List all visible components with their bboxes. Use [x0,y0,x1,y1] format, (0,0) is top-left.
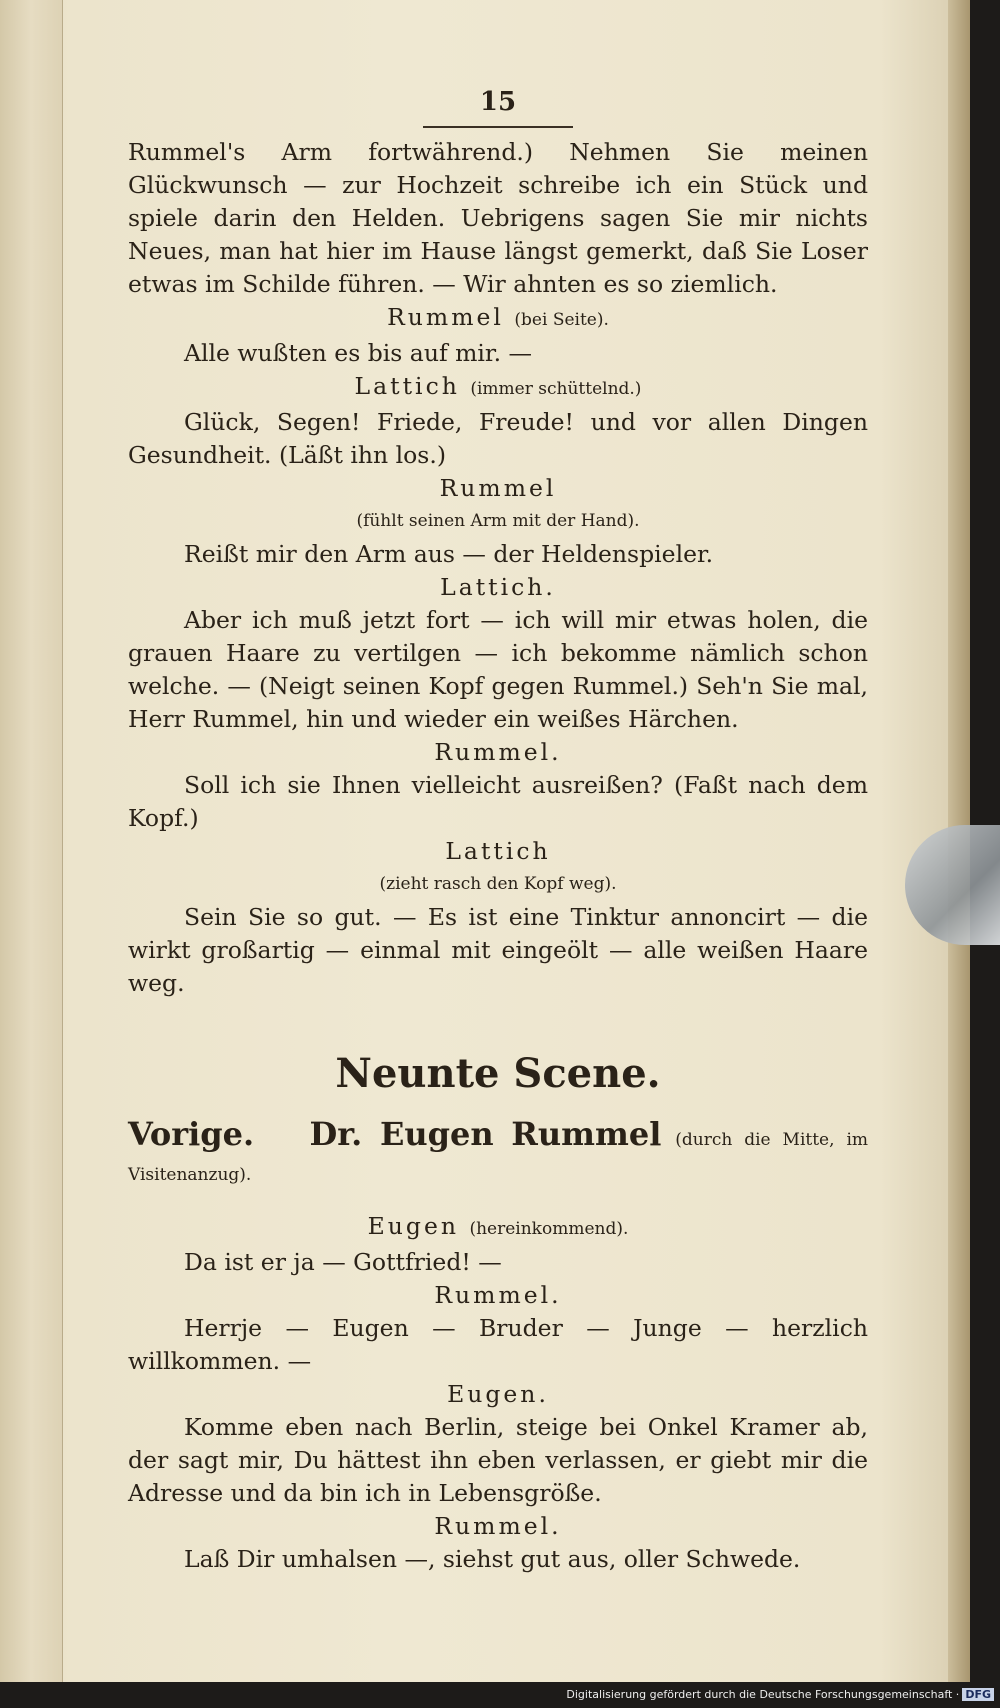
speaker-line [128,1279,868,1312]
speaker-line [128,301,868,337]
dialogue-paragraph: Aber ich muß jetzt fort — ich will mir etwas holen, die grauen Haare zu vertilgen — ich bekomme nämlich schon welche. — (Neigt seinen Kopf gegen Rummel.) Seh'n Sie mal, Herr Rummel, hin und wieder ein weißes Härchen. [128,606,868,733]
speaker-line [128,571,868,604]
stage-direction: (zieht rasch den Kopf weg). [379,874,617,894]
speaker-line [128,1210,868,1246]
speaker-name: Rummel. [434,738,562,766]
speaker-line [128,835,868,868]
dialogue-paragraph: Soll ich sie Ihnen vielleicht ausreißen? (Faßt nach dem Kopf.) [128,771,868,832]
dialogue-paragraph: Komme eben nach Berlin, steige bei Onkel Kramer ab, der sagt mir, Du hättest ihn eben verlassen, er giebt mir die Adresse und da bin ich in Lebensgröße. [128,1413,868,1507]
dialogue-paragraph: Rummel's Arm fortwährend.) Nehmen Sie meinen Glückwunsch — zur Hochzeit schreibe ich ein Stück und spiele darin den Helden. Uebrigens sagen Sie mir nichts Neues, man hat hier im Hause längst gemerkt, daß Sie Loser etwas im Schilde führen. — Wir ahnten es so ziemlich. [128,138,868,298]
dfg-badge: DFG [962,1688,994,1701]
cast-name: Dr. Eugen Rummel [309,1115,662,1153]
digitization-footer [0,1682,1000,1708]
speaker-line [128,736,868,769]
speaker-name: Lattich. [440,573,556,601]
cast-direction: (durch die Mitte, im Visitenanzug). [128,1130,868,1185]
dialogue-paragraph: Glück, Segen! Friede, Freude! und vor allen Dingen Gesundheit. (Läßt ihn los.) [128,408,868,469]
speaker-name: Lattich [354,372,460,400]
speaker-name: Rummel. [434,1512,562,1540]
speaker-name: Eugen. [447,1380,549,1408]
page-number: 15 [479,87,517,117]
speaker-line [128,1510,868,1543]
dialogue-paragraph: Sein Sie so gut. — Es ist eine Tinktur annoncirt — die wirkt großartig — einmal mit eingeölt — alle weißen Haare weg. [128,903,868,997]
speaker-name: Rummel [439,474,557,502]
scene-title: Neunte Scene. [335,1050,661,1097]
book-gutter [0,0,63,1682]
speaker-line [128,370,868,406]
speaker-name: Lattich [445,837,551,865]
page-text [128,82,868,1576]
dialogue-paragraph: Herrje — Eugen — Bruder — Junge — herzlich willkommen. — [128,1314,868,1375]
cast-line [128,1115,868,1192]
dialogue-paragraph: Reißt mir den Arm aus — der Heldenspieler. [184,540,714,568]
stage-direction: (fühlt seinen Arm mit der Hand). [356,511,640,531]
cast-lead: Vorige. [128,1115,255,1153]
speaker-line [128,1378,868,1411]
page-number-rule [423,126,573,128]
dialogue-block-2 [128,1210,868,1576]
footer-text: Digitalisierung gefördert durch die Deutsche Forschungsgemeinschaft · [566,1688,960,1701]
stage-direction: (hereinkommend). [469,1219,629,1239]
dialogue-paragraph: Da ist er ja — Gottfried! — [184,1248,502,1276]
speaker-name: Rummel. [434,1281,562,1309]
speaker-name: Eugen [367,1212,459,1240]
speaker-name: Rummel [387,303,504,331]
dialogue-paragraph: Alle wußten es bis auf mir. — [184,339,533,367]
stage-direction: (bei Seite). [514,310,609,330]
dialogue-paragraph: Laß Dir umhalsen —, siehst gut aus, oller Schwede. [184,1545,801,1573]
speaker-line [128,472,868,505]
stage-direction: (immer schüttelnd.) [470,379,642,399]
dialogue-block-1 [128,136,868,1000]
